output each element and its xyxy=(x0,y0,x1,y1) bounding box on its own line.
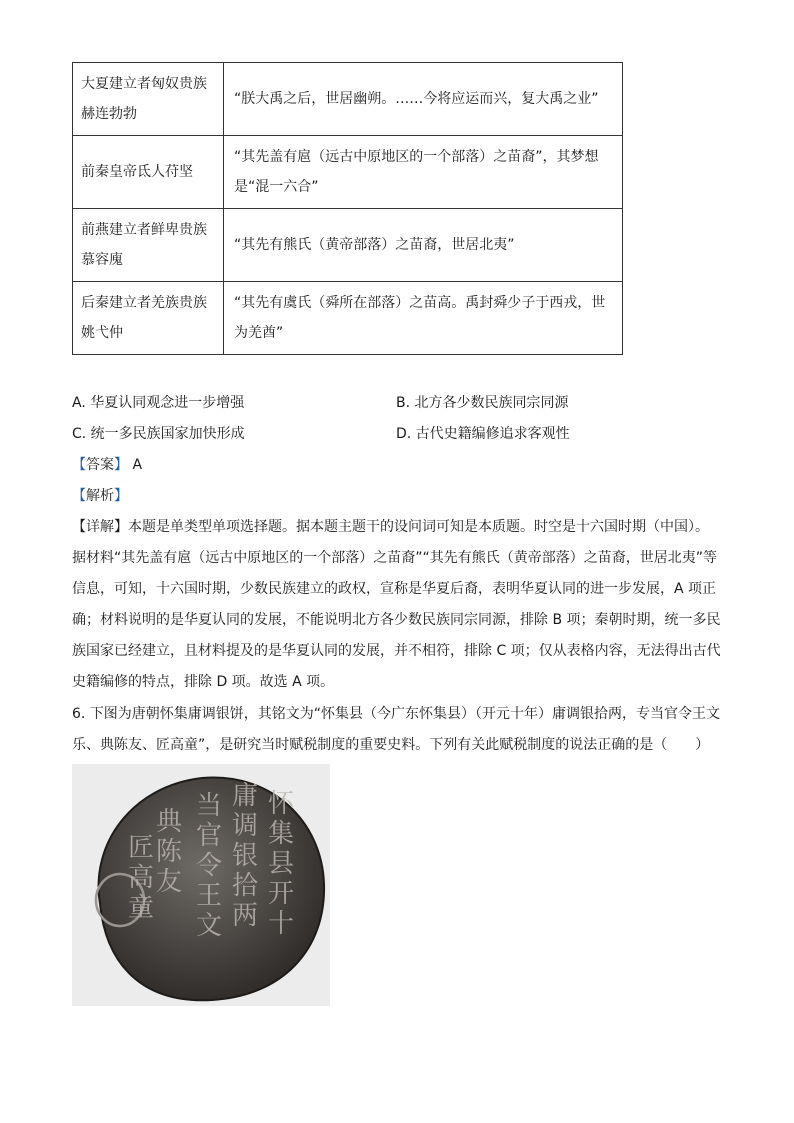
table-cell-quote: “其先有虞氏（舜所在部落）之苗高。禹封舜少子于西戎，世为羌酋” xyxy=(224,282,623,355)
detail-bracket-close: 】 xyxy=(114,519,128,535)
detail-bracket-open: 【 xyxy=(72,519,86,535)
option-b: B. 北方各少数民族同宗同源 xyxy=(396,395,569,411)
answer-bracket-close: 】 xyxy=(114,457,128,473)
detail-paragraph xyxy=(72,512,724,698)
inscription-glyph: 陈 xyxy=(156,837,183,867)
table-cell-quote: “其先有熊氏（黄帝部落）之苗裔，世居北夷” xyxy=(224,209,623,282)
table-cell-person: 前燕建立者鲜卑贵族慕容廆 xyxy=(73,209,224,282)
inscription-glyph: 王 xyxy=(196,881,223,911)
inscription-glyph: 两 xyxy=(232,901,259,931)
inscription-glyph: 银 xyxy=(232,841,259,871)
table-cell-quote: “朕大禹之后，世居幽朔。……今将应运而兴，复大禹之业” xyxy=(224,63,623,136)
inscription-glyph: 令 xyxy=(196,851,223,881)
detail-line: 史籍编修的特点，排除 D 项。故选 A 项。 xyxy=(72,674,335,690)
detail-line: 信息，可知，十六国时期，少数民族建立的政权，宣称是华夏后裔，表明华夏认同的进一步发展，A 项正 xyxy=(72,581,717,597)
option-d: D. 古代史籍编修追求客观性 xyxy=(396,426,570,442)
table-row xyxy=(73,282,623,355)
detail-line: 族国家已经建立，且材料提及的是华夏认同的发展，并不相符，排除 C 项；仅从表格内容，无法得出古代 xyxy=(72,643,721,659)
detail-text: 本题是单类型单项选择题。据本题主题干的设问词可知是本质题。时空是十六国时期（中国）。 xyxy=(128,519,709,535)
inscription-glyph: 友 xyxy=(156,867,183,897)
silver-cake-illustration xyxy=(72,764,330,1006)
table-cell-person: 后秦建立者羌族贵族姚弋仲 xyxy=(73,282,224,355)
inscription-glyph: 典 xyxy=(156,807,183,837)
answer-label: 答案 xyxy=(86,457,114,473)
inscription-glyph: 高 xyxy=(128,863,155,893)
question-line: 乐、典陈友、匠高童”，是研究当时赋税制度的重要史料。下列有关此赋税制度的说法正确的是（ ） xyxy=(72,737,710,753)
analysis-heading xyxy=(72,484,128,508)
table-row xyxy=(73,209,623,282)
inscription-glyph: 拾 xyxy=(232,871,259,901)
detail-line xyxy=(72,512,724,543)
table-row xyxy=(73,136,623,209)
inscription-glyph: 庸 xyxy=(232,781,259,811)
detail-label: 详解 xyxy=(86,519,114,535)
inscription-glyph: 当 xyxy=(196,791,223,821)
inscription-glyph: 匠 xyxy=(128,833,155,863)
inscription-glyph: 童 xyxy=(128,893,155,923)
answer-line xyxy=(72,453,142,477)
table-row xyxy=(73,63,623,136)
table-cell-person: 大夏建立者匈奴贵族赫连勃勃 xyxy=(73,63,224,136)
analysis-label: 解析 xyxy=(86,488,114,504)
inscription-glyph: 县 xyxy=(268,849,295,879)
question-6 xyxy=(72,699,724,761)
options-row xyxy=(72,422,732,453)
silver-cake-photo xyxy=(72,764,330,1006)
option-c: C. 统一多民族国家加快形成 xyxy=(72,426,245,442)
answer-options xyxy=(72,391,732,453)
analysis-bracket-open: 【 xyxy=(72,488,86,504)
inscription-glyph: 开 xyxy=(268,879,295,909)
inscription-glyph: 调 xyxy=(232,811,259,841)
table-cell-quote: “其先盖有扈（远古中原地区的一个部落）之苗裔”，其梦想是“混一六合” xyxy=(224,136,623,209)
inscription-glyph: 官 xyxy=(196,821,223,851)
inscription-glyph: 文 xyxy=(196,911,223,941)
detail-line: 据材料“其先盖有扈（远古中原地区的一个部落）之苗裔”“其先有熊氏（黄帝部落）之苗裔，世居北夷”等 xyxy=(72,550,718,566)
inscription-glyph: 怀 xyxy=(268,789,295,819)
answer-bracket-open: 【 xyxy=(72,457,86,473)
option-a: A. 华夏认同观念进一步增强 xyxy=(72,395,245,411)
detail-line: 确；材料说明的是华夏认同的发展，不能说明北方各少数民族同宗同源，排除 B 项；秦朝时期，统一多民 xyxy=(72,612,721,628)
history-table xyxy=(72,62,623,355)
question-line: 6. 下图为唐朝怀集庸调银饼，其铭文为“怀集县（今广东怀集县）（开元十年）庸调银拾两，专当官令王文 xyxy=(72,706,721,722)
inscription-glyph: 十 xyxy=(268,909,295,939)
table-cell-person: 前秦皇帝氐人苻坚 xyxy=(73,136,224,209)
analysis-bracket-close: 】 xyxy=(114,488,128,504)
inscription-glyph: 集 xyxy=(268,819,295,849)
options-row xyxy=(72,391,732,422)
answer-value: A xyxy=(132,457,143,473)
